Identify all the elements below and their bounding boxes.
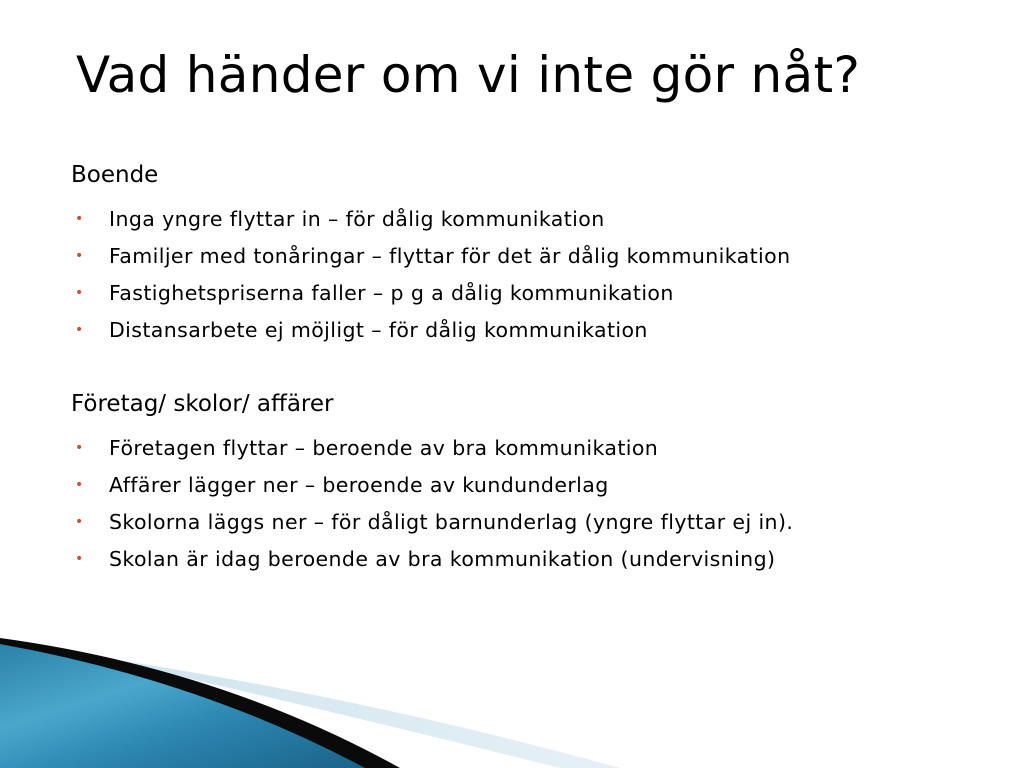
bullet-item <box>71 238 971 275</box>
bullet-list <box>71 430 971 578</box>
bullet-list <box>71 201 971 349</box>
bullet-text: Inga yngre flyttar in – för dålig kommunikation <box>109 207 605 231</box>
bullet-dot-icon: • <box>75 248 84 264</box>
bullet-text: Fastighetspriserna faller – p g a dålig kommunikation <box>109 281 674 305</box>
bullet-dot-icon: • <box>75 440 84 456</box>
bullet-item <box>71 467 971 504</box>
bullet-text: Skolan är idag beroende av bra kommunikation (undervisning) <box>109 547 776 571</box>
bullet-text: Distansarbete ej möjligt – för dålig kommunikation <box>109 318 648 342</box>
bullet-item <box>71 504 971 541</box>
bullet-dot-icon: • <box>75 285 84 301</box>
bullet-dot-icon: • <box>75 211 84 227</box>
bullet-text: Familjer med tonåringar – flyttar för det är dålig kommunikation <box>109 244 791 268</box>
bullet-text: Affärer lägger ner – beroende av kundunderlag <box>109 473 609 497</box>
section-heading: Boende <box>71 162 159 188</box>
decorative-wave-graphic <box>0 638 1024 768</box>
bullet-text: Skolorna läggs ner – för dåligt barnunderlag (yngre flyttar ej in). <box>109 510 794 534</box>
bullet-item <box>71 201 971 238</box>
bullet-item <box>71 275 971 312</box>
section-foretag <box>71 387 971 578</box>
bullet-item <box>71 430 971 467</box>
bullet-item <box>71 541 971 578</box>
bullet-dot-icon: • <box>75 551 84 567</box>
section-boende <box>71 158 971 349</box>
bullet-dot-icon: • <box>75 322 84 338</box>
bullet-dot-icon: • <box>75 477 84 493</box>
bullet-text: Företagen flyttar – beroende av bra kommunikation <box>109 436 659 460</box>
bullet-dot-icon: • <box>75 514 84 530</box>
section-heading: Företag/ skolor/ affärer <box>71 391 334 417</box>
bullet-item <box>71 312 971 349</box>
slide-title: Vad händer om vi inte gör nåt? <box>76 46 861 104</box>
